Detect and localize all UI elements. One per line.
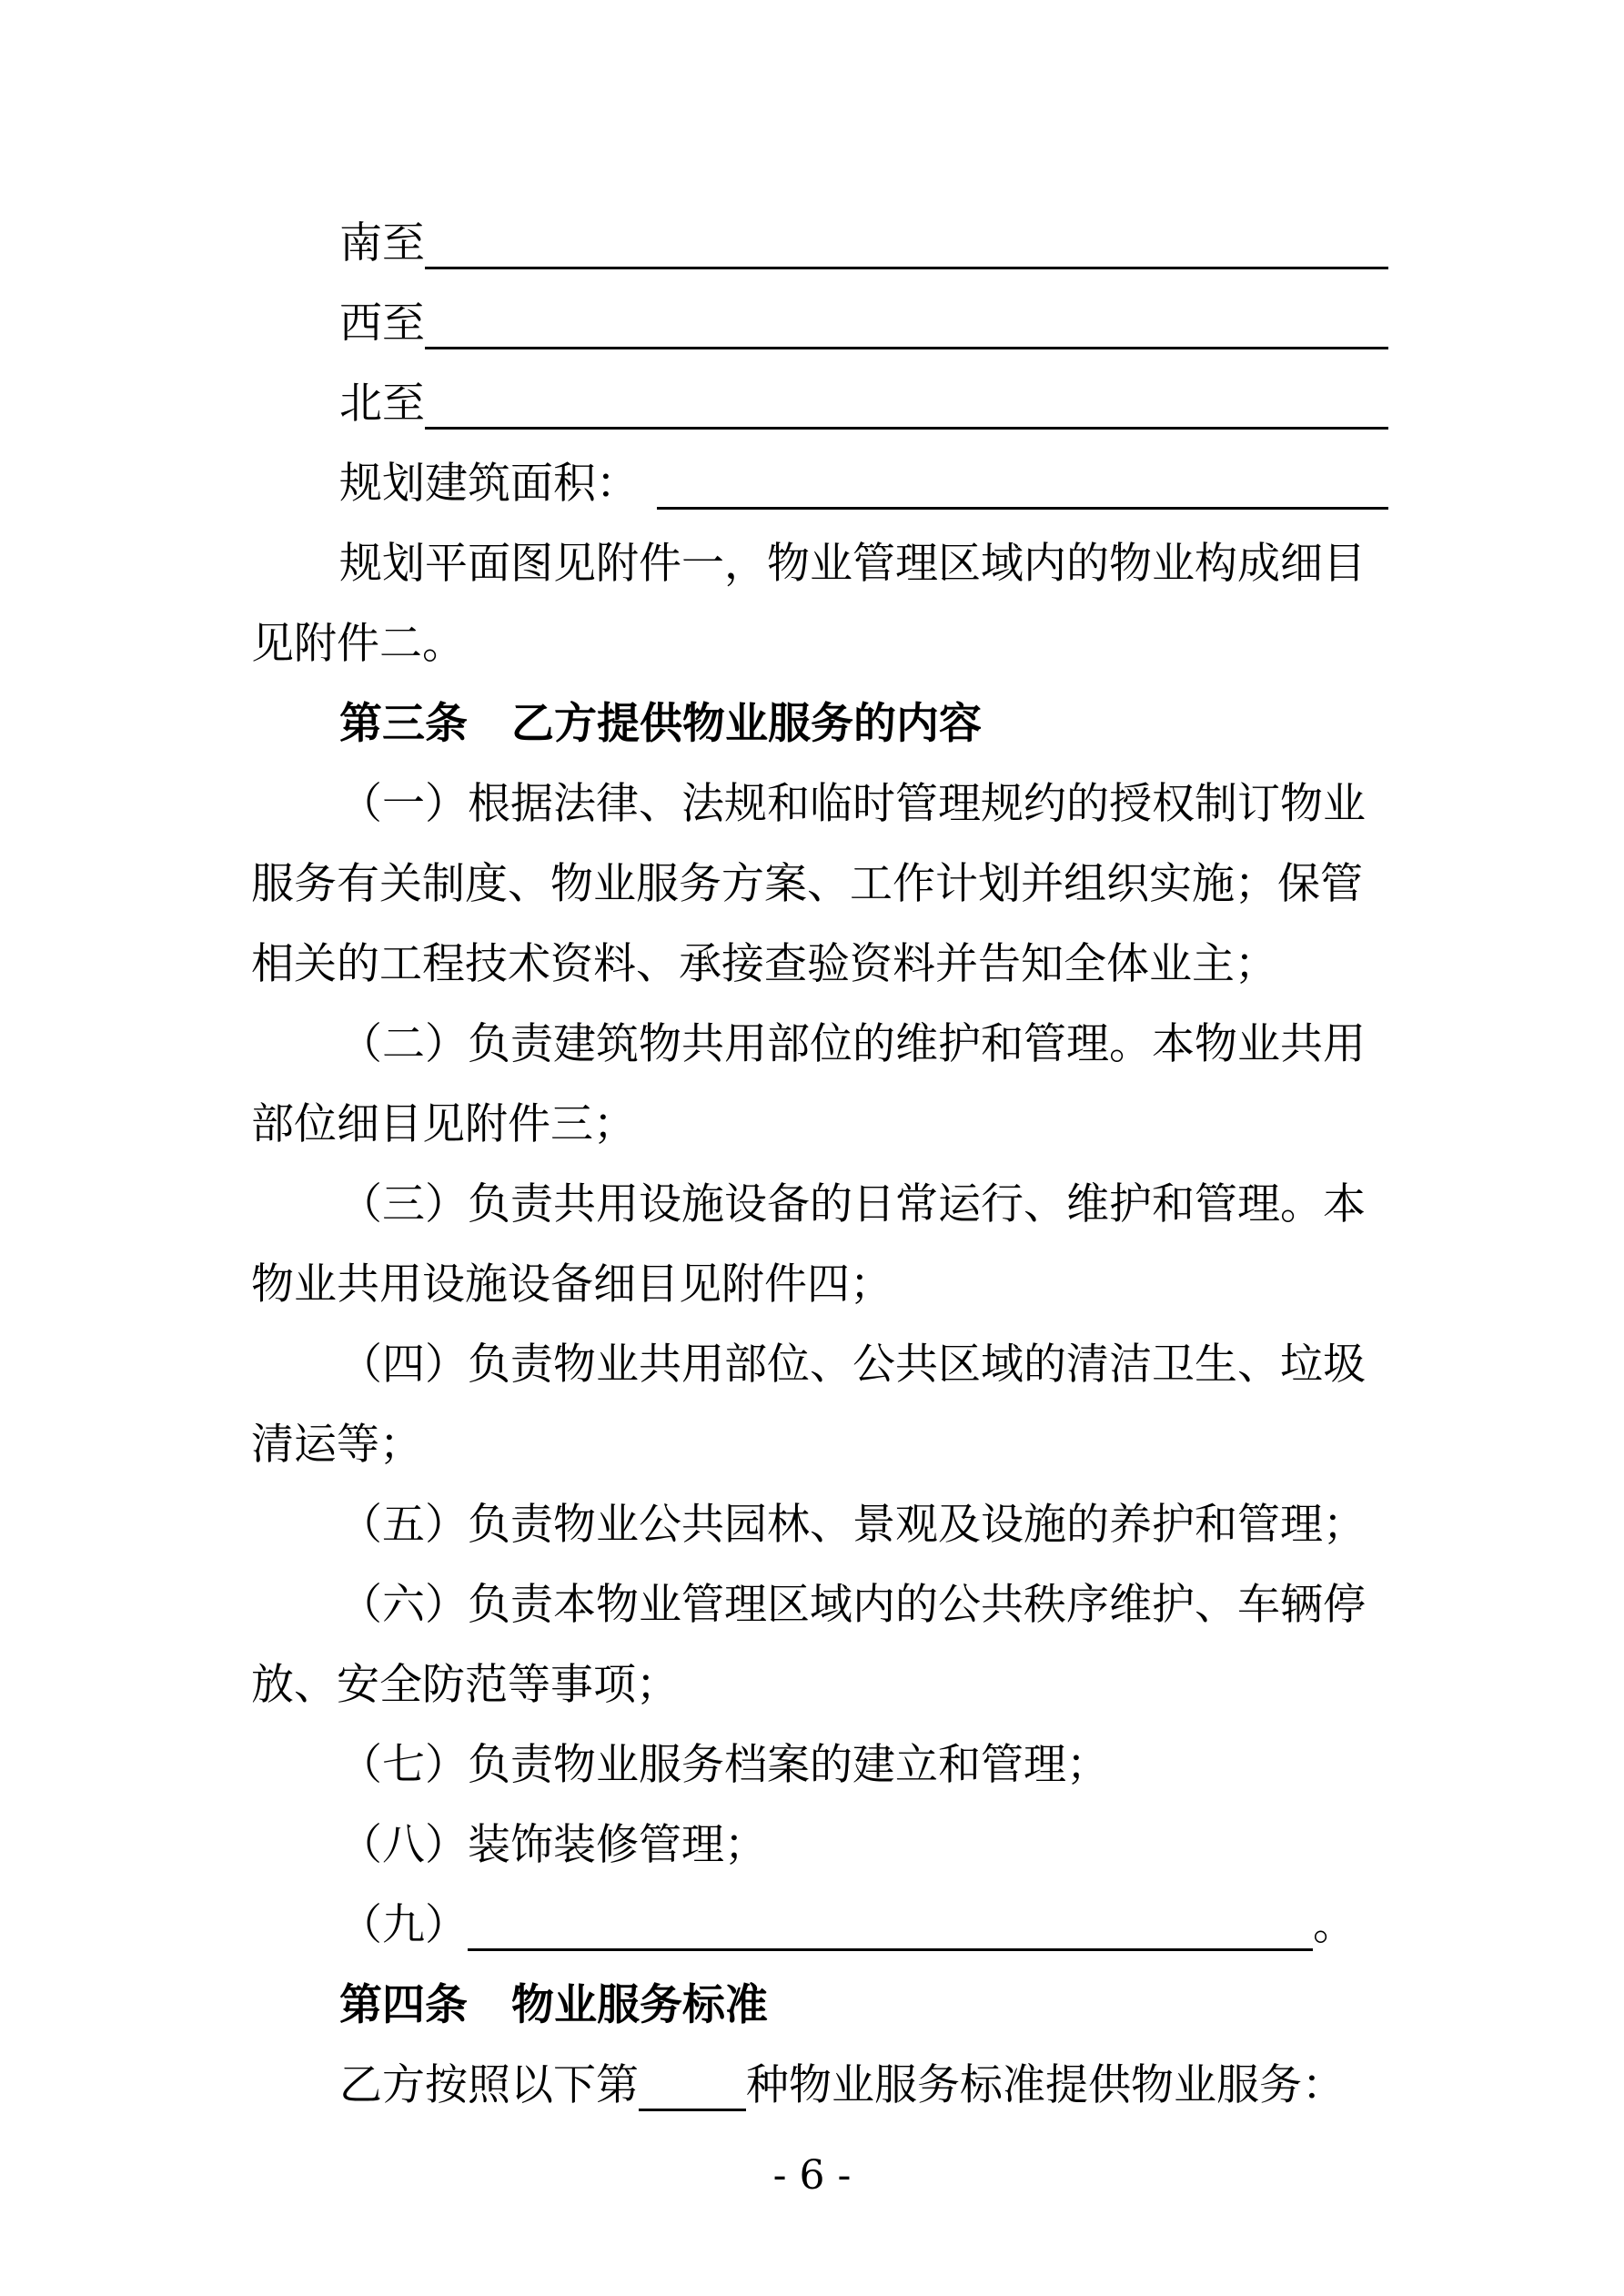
north-blank[interactable] — [425, 379, 1388, 430]
item-9-blank[interactable] — [468, 1901, 1313, 1951]
north-boundary-line — [251, 364, 1388, 444]
label: 规划建筑面积： — [339, 459, 639, 509]
label: 北至 — [339, 379, 425, 429]
paragraph-line: （五）负责物业公共园林、景观及设施的养护和管理； — [339, 1500, 1366, 1550]
paragraph-line: （七）负责物业服务档案的建立和管理； — [339, 1740, 1109, 1790]
label: （九） — [339, 1900, 468, 1950]
paragraph-line: 服务有关制度、物业服务方案、工作计划并组织实施；保管 — [251, 859, 1363, 909]
period: 。 — [1313, 1900, 1356, 1950]
paragraph-line: （六）负责本物业管理区域内的公共秩序维护、车辆停 — [339, 1580, 1366, 1630]
article-title: 物业服务标准 — [511, 1980, 768, 2030]
planned-area-line — [251, 444, 1388, 524]
label: 乙方按照以下第 — [339, 2060, 639, 2110]
paragraph-line: 放、安全防范等事项； — [251, 1660, 679, 1710]
article-4-heading — [251, 1966, 1388, 2046]
item-9-line — [251, 1886, 1388, 1966]
south-blank[interactable] — [425, 219, 1388, 269]
paragraph-line: 清运等； — [251, 1420, 422, 1470]
paragraph-line: （四）负责物业共用部位、公共区域的清洁卫生、垃圾 — [339, 1340, 1366, 1390]
standard-number-blank[interactable] — [639, 2061, 746, 2111]
page-number: - 6 - — [772, 2152, 852, 2199]
paragraph-line: （二）负责建筑物共用部位的维护和管理。本物业共用 — [339, 1019, 1366, 1069]
paragraph-line: 相关的工程技术资料、承接查验资料并告知全体业主； — [251, 939, 1277, 989]
article-number: 第三条 — [339, 699, 468, 749]
area-blank[interactable] — [657, 460, 1388, 510]
south-boundary-line — [251, 204, 1388, 284]
article-number: 第四条 — [339, 1980, 468, 2030]
west-boundary-line — [251, 284, 1388, 364]
paragraph-line: （三）负责共用设施设备的日常运行、维护和管理。本 — [339, 1179, 1366, 1229]
paragraph-line: （一）根据法律、法规和临时管理规约的授权制订物业 — [339, 779, 1366, 829]
west-blank[interactable] — [425, 299, 1388, 349]
paragraph-line: 见附件二。 — [251, 619, 465, 669]
standard-choice-line — [251, 2046, 1388, 2126]
label: 南至 — [339, 218, 425, 268]
document-page — [251, 204, 1388, 2126]
paragraph-line: 规划平面图见附件一，物业管理区域内的物业构成细目 — [339, 539, 1366, 589]
paragraph-line: （八）装饰装修管理； — [339, 1820, 767, 1870]
paragraph-line: 部位细目见附件三； — [251, 1099, 636, 1149]
label: 西至 — [339, 298, 425, 349]
label: 种物业服务标准提供物业服务： — [746, 2060, 1345, 2110]
article-title: 乙方提供物业服务的内容 — [511, 699, 982, 749]
paragraph-line: 物业共用设施设备细目见附件四； — [251, 1259, 893, 1310]
article-3-heading — [251, 684, 1388, 764]
